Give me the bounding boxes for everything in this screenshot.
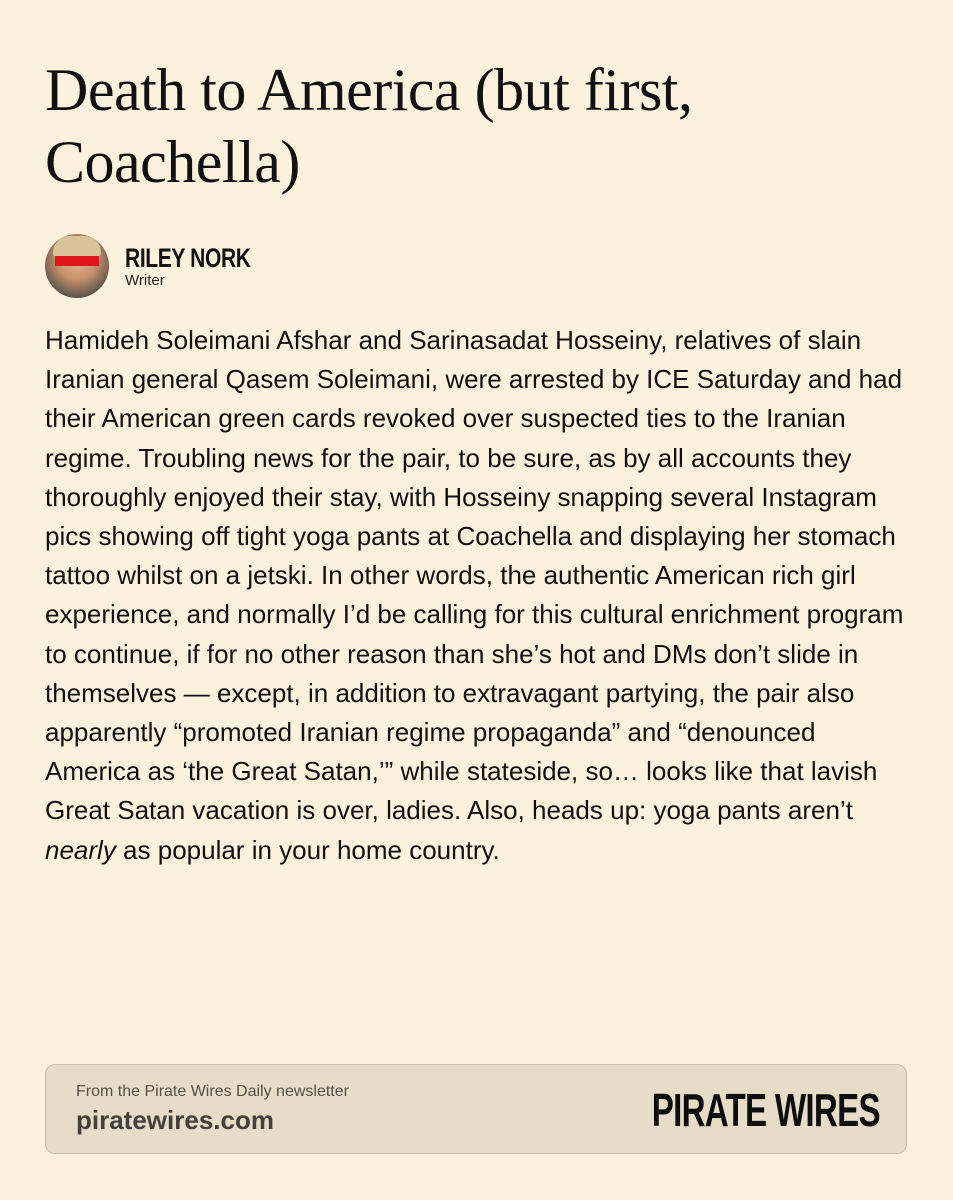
author-role: Writer (125, 272, 165, 289)
newsletter-footer (45, 1064, 907, 1154)
pirate-wires-logo: PIRATE WIRES (651, 1084, 880, 1136)
footer-newsletter-note: From the Pirate Wires Daily newsletter (76, 1083, 349, 1100)
byline (45, 234, 286, 298)
avatar-hair (53, 236, 101, 258)
body-text-end: as popular in your home country. (115, 834, 500, 865)
body-text-main: Hamideh Soleimani Afshar and Sarinasadat Hosseiny, relatives of slain Iranian general Qasem Soleimani, were arrested by ICE Saturday and had their American green cards revoked over suspected ties to the Iranian regime. Troubling news for the pair, to be sure, as by all accounts they thoroughly enjoyed their stay, with Hosseiny snapping several Instagram pics showing off tight yoga pants at Coachella and displaying her stomach tattoo whilst on a jetski. In other words, the authentic American rich girl experience, and normally I’d be calling for this cultural enrichment program to continue, if for no other reason than she’s hot and DMs don’t slide in themselves — except, in addition to extravagant partying, the pair also apparently “promoted Iranian regime propaganda” and “denounced America as ‘the Great Satan,’” while stateside, so… looks like that lavish Great Satan vacation is over, ladies. Also, heads up: yoga pants aren’t (45, 325, 904, 826)
article-headline: Death to America (but first, Coachella) (45, 57, 693, 195)
byline-text (125, 242, 286, 290)
author-name: RILEY NORK (125, 243, 251, 273)
body-text-emphasis: nearly (45, 834, 116, 865)
article-body (45, 321, 915, 870)
avatar-censor-bar (55, 256, 99, 266)
author-avatar (45, 234, 109, 298)
footer-url-link[interactable]: piratewires.com (76, 1105, 274, 1135)
